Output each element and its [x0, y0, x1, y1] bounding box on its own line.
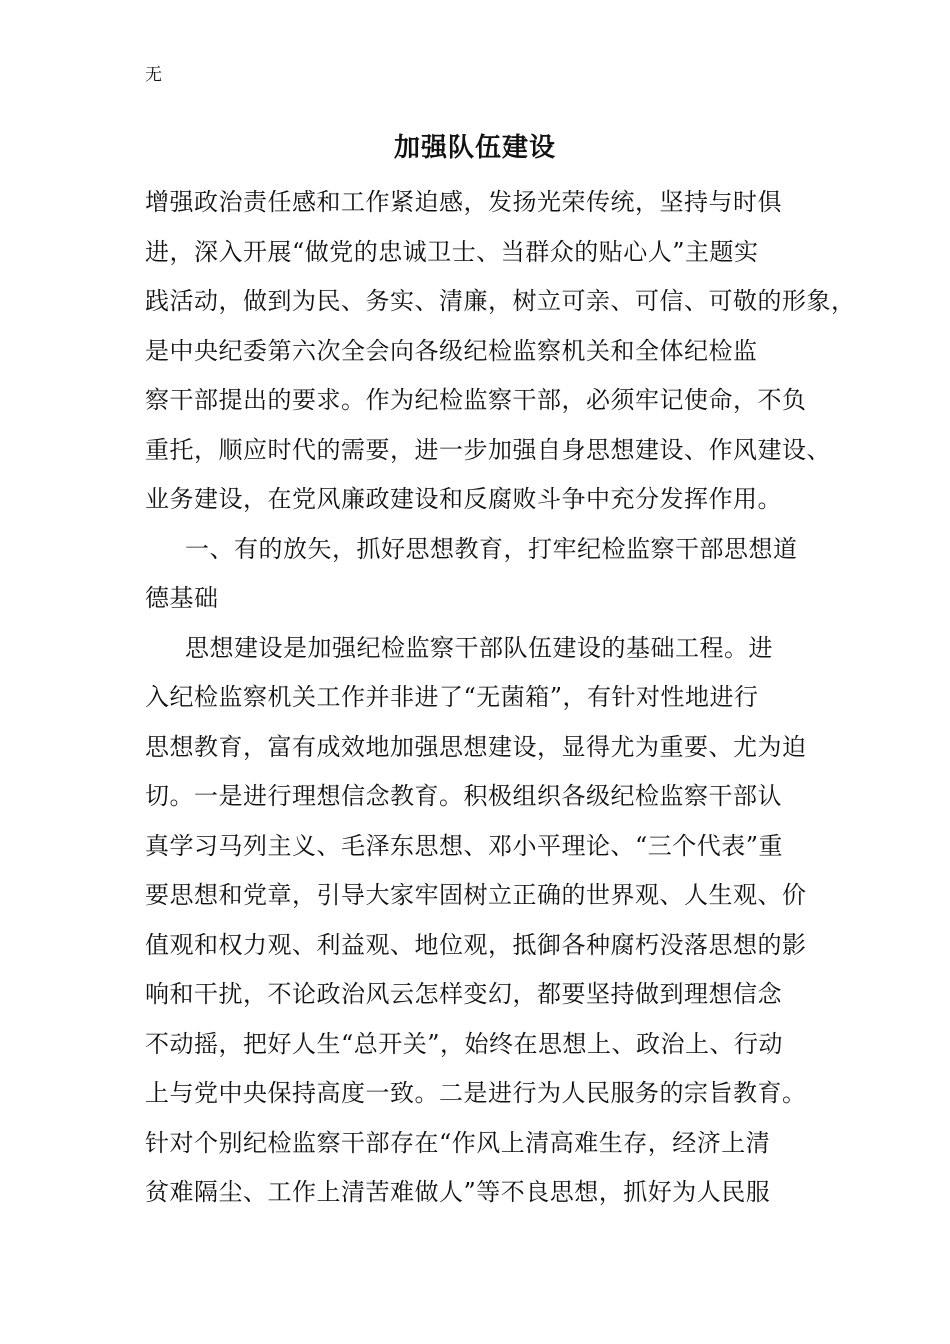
text-line: 不动摇，把好人生“总开关”，始终在思想上、政治上、行动	[145, 1029, 784, 1058]
section-heading-line: 德基础	[145, 584, 219, 612]
text-line: 切。一是进行理想信念教育。积极组织各级纪检监察干部认	[145, 782, 782, 810]
text-line: 思想建设是加强纪检监察干部队伍建设的基础工程。进	[185, 633, 773, 662]
text-line: 针对个别纪检监察干部存在“作风上清高难生存，经济上清	[145, 1128, 771, 1157]
text-line: 践活动，做到为民、务实、清廉，树立可亲、可信、可敬的形象，	[145, 287, 856, 315]
document-title: 加强队伍建设	[393, 133, 556, 163]
text-line: 响和干扰，不论政治风云怎样变幻，都要坚持做到理想信念	[145, 980, 782, 1008]
text-line: 入纪检监察机关工作并非进了“无菌箱”，有针对性地进行	[145, 683, 759, 711]
text-line: 真学习马列主义、毛泽东思想、邓小平理论、“三个代表”重	[145, 831, 784, 860]
text-line: 察干部提出的要求。作为纪检监察干部，必须牢记使命，不负	[145, 386, 807, 414]
text-line: 上与党中央保持高度一致。二是进行为人民服务的宗旨教育。	[145, 1079, 807, 1107]
text-line: 思想教育，富有成效地加强思想建设，显得尤为重要、尤为迫	[145, 732, 807, 761]
text-line: 贫难隔尘、工作上清苦难做人”等不良思想，抓好为人民服	[145, 1178, 771, 1206]
text-line: 进，深入开展“做党的忠诚卫士、当群众的贴心人”主题实	[145, 237, 759, 266]
document-body	[145, 178, 856, 1218]
text-line: 值观和权力观、利益观、地位观，抵御各种腐朽没落思想的影	[145, 930, 807, 959]
header-mark: 无	[145, 65, 162, 85]
text-line: 是中央纪委第六次全会向各级纪检监察机关和全体纪检监	[145, 336, 758, 365]
text-line: 业务建设，在党风廉政建设和反腐败斗争中充分发挥作用。	[145, 485, 782, 513]
text-line: 重托，顺应时代的需要，进一步加强自身思想建设、作风建设、	[145, 435, 831, 464]
text-line: 要思想和党章，引导大家牢固树立正确的世界观、人生观、价	[145, 881, 807, 909]
section-heading-line: 一、有的放矢，抓好思想教育，打牢纪检监察干部思想道	[185, 534, 798, 563]
text-line: 增强政治责任感和工作紧迫感，发扬光荣传统，坚持与时俱	[145, 188, 782, 216]
